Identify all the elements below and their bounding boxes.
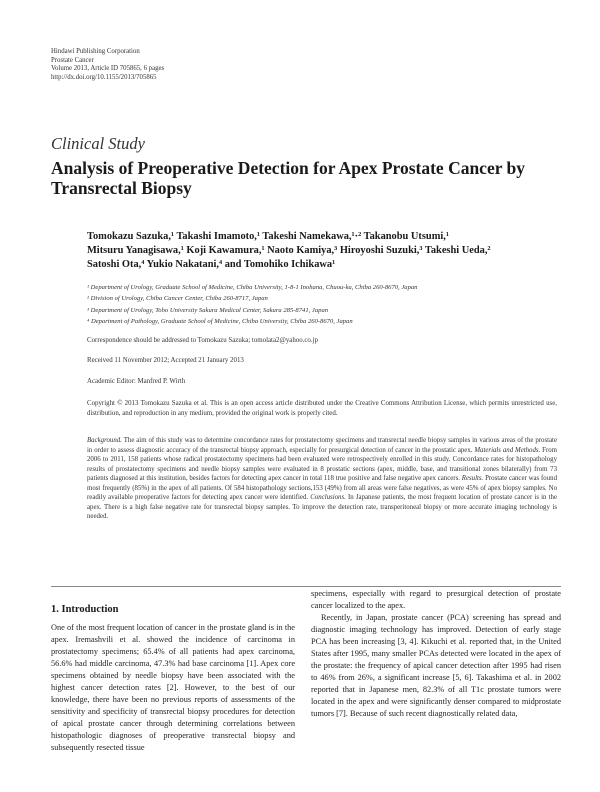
abstract-results: Prostate cancer was found most frequently (85%) in the apex of all patients. Of 584 histopathology sections,153 (49%) from all areas were false negatives, as were 45% of apex biopsy samples. No readily available preoperative factors for detecting apex cancer were identified. bbox=[87, 475, 557, 502]
article-title: Analysis of Preoperative Detection for Apex Prostate Cancer by Transrectal Biopsy bbox=[51, 158, 526, 198]
intro-paragraph: Recently, in Japan, prostate cancer (PCA) screening has spread and diagnostic imaging technology has improved. Detection of early stage PCA has been increasing [3, 4]. Kikuchi et al. reported that, in the United States after 1995, many smaller PCAs detected were located in the apex of the prostate: the frequency of apical cancer detection after 1995 had risen to 46% from 26%, a significant increase [5, 6]. Takashima et al. in 2002 reported that in Japanese men, 82.3% of all T1c prostate tumors were located in the apex and were significantly denser compared to midprostate tumors [7]. Because of such recent diagnostically related data, bbox=[311, 613, 561, 718]
intro-paragraph: specimens, especially with regard to presurgical detection of prostate cancer localized to the apex. bbox=[311, 589, 561, 610]
abstract-conclusions-label: Conclusions. bbox=[310, 494, 346, 502]
author-line: Tomokazu Sazuka,¹ Takashi Imamoto,¹ Takeshi Namekawa,¹·² Takanobu Utsumi,¹ bbox=[87, 231, 449, 242]
abstract-methods: From 2006 to 2011, 158 patients whose radical prostatectomy specimens had been evaluated were retrospectively enrolled in this study. Concordance rates for histopathology results of prostatectomy specimens and needle biopsy samples were evaluated in 8 prostatic sections (apex, middle, base, and transitional zones bilaterally) from 73 patients diagnosed at this institution, besides factors for detecting apex cancer in total 118 true positive and false negative apex cancers. bbox=[87, 446, 557, 483]
abstract-background: The aim of this study was to determine concordance rates for prostatectomy specimens and transrectal needle biopsy samples in various areas of the prostate in order to assess diagnostic accuracy of the transrectal biopsy approach, especially for presurgical detection of cancer in the prostatic apex. bbox=[87, 437, 557, 454]
author-line: Mitsuru Yanagisawa,¹ Koji Kawamura,¹ Naoto Kamiya,³ Hiroyoshi Suzuki,³ Takeshi Ueda,² bbox=[87, 244, 491, 256]
affiliation-list bbox=[87, 282, 557, 327]
journal-name: Prostate Cancer bbox=[51, 56, 94, 64]
author-list bbox=[87, 230, 557, 271]
publisher-name: Hindawi Publishing Corporation bbox=[51, 48, 140, 55]
abstract-results-label: Results. bbox=[461, 475, 484, 483]
copyright-notice: Copyright © 2013 Tomokazu Sazuka et al. This is an open access article distributed under the Creative Commons Attribution License, which permits unrestricted use, distribution, and reproduction in any medium, provided the original work is properly cited. bbox=[87, 400, 557, 417]
intro-left-column bbox=[51, 622, 295, 754]
abstract-background-label: Background. bbox=[87, 437, 122, 444]
section-divider bbox=[51, 586, 561, 587]
received-dates: Received 11 November 2012; Accepted 21 January 2013 bbox=[87, 357, 244, 364]
abstract bbox=[87, 436, 557, 522]
affiliation: ¹ Department of Urology, Graduate School of Medicine, Chiba University, 1-8-1 Inohana, Chuou-ku, Chiba 260-8670, Japan bbox=[87, 284, 418, 291]
journal-header bbox=[51, 48, 164, 82]
abstract-methods-label: Materials and Methods. bbox=[474, 446, 541, 454]
doi-link[interactable]: http://dx.doi.org/10.1155/2013/705865 bbox=[51, 73, 157, 81]
academic-editor: Academic Editor: Manfred P. Wirth bbox=[87, 378, 186, 385]
affiliation: ² Division of Urology, Chiba Cancer Center, Chiba 260-8717, Japan bbox=[87, 295, 268, 303]
study-type: Clinical Study bbox=[51, 134, 145, 153]
intro-right-column bbox=[311, 588, 561, 720]
affiliation: ⁴ Department of Pathology, Graduate School of Medicine, Chiba University, Chiba 260-8670, Japan bbox=[87, 317, 353, 325]
volume-info: Volume 2013, Article ID 705865, 6 pages bbox=[51, 65, 165, 73]
correspondence: Correspondence should be addressed to Tomokazu Sazuka; tomolata2@yahoo.co.jp bbox=[87, 337, 318, 344]
abstract-conclusions: In Japanese patients, the most frequent location of prostate cancer is in the apex. There is a high false negative rate for transrectal biopsy samples. To improve the detection rate, transperitoneal biopsy or more accurate imaging technology is needed. bbox=[87, 494, 557, 521]
section-heading-introduction: 1. Introduction bbox=[51, 604, 119, 615]
author-line: Satoshi Ota,⁴ Yukio Nakatani,⁴ and Tomohiko Ichikawa¹ bbox=[87, 258, 336, 270]
affiliation: ³ Department of Urology, Toho University Sakura Medical Center, Sakura 285-8741, Japan bbox=[87, 306, 329, 314]
intro-paragraph: One of the most frequent location of cancer in the prostate gland is in the apex. Iremashvili et al. showed the incidence of carcinoma in prostatectomy specimens; 65.4% of all patients had apex carcinoma, 56.6% had middle carcinoma, 47.3% had base carcinoma [1]. Apex core specimens obtained by needle biopsy have been associated with the highest cancer detection rates [2]. However, to the best of our knowledge, there have been no previous reports of assessments of the sensitivity and specificity of transrectal biopsy procedures for detection of apical prostate cancer through determining correlations between histopathologic diagnoses of preoperative transrectal biopsy and subsequently resected tissue bbox=[51, 623, 295, 752]
